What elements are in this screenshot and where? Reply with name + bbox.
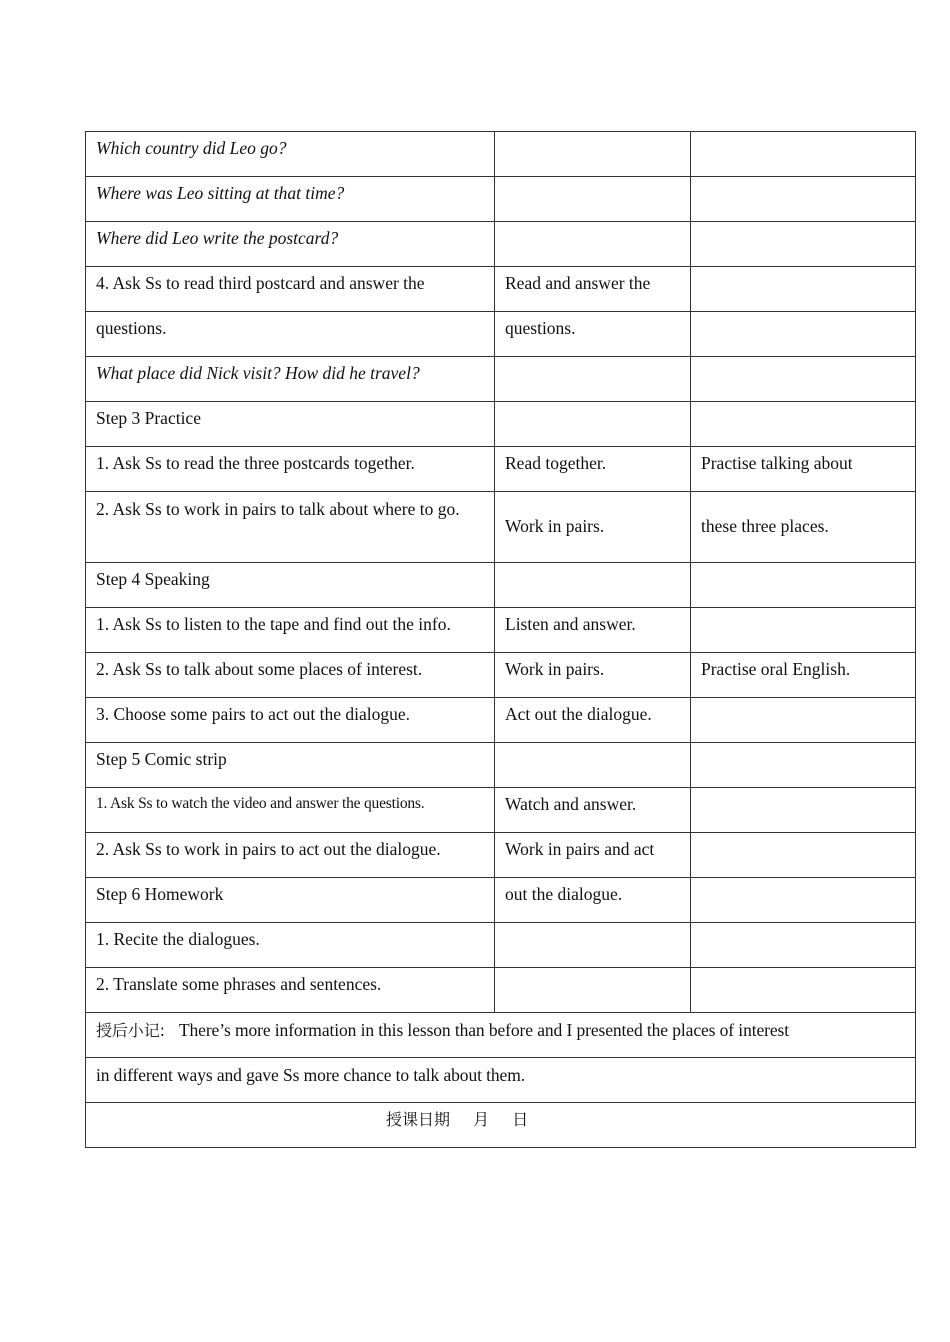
table-row — [86, 492, 916, 563]
purpose-cell — [691, 878, 916, 923]
purpose-cell: these three places. — [691, 492, 916, 563]
purpose-cell — [691, 743, 916, 788]
activity-cell: Listen and answer. — [495, 608, 691, 653]
procedure-cell: Which country did Leo go? — [86, 132, 495, 177]
procedure-cell: Step 4 Speaking — [86, 563, 495, 608]
activity-cell — [495, 357, 691, 402]
date-day: 日 — [512, 1110, 529, 1129]
table-row — [86, 222, 916, 267]
activity-cell — [495, 743, 691, 788]
procedure-cell: 2. Ask Ss to work in pairs to talk about where to go. — [86, 492, 495, 563]
purpose-cell — [691, 698, 916, 743]
table-row — [86, 312, 916, 357]
activity-cell: Work in pairs and act — [495, 833, 691, 878]
procedure-cell: 1. Ask Ss to read the three postcards together. — [86, 447, 495, 492]
activity-cell — [495, 968, 691, 1013]
procedure-cell: Where did Leo write the postcard? — [86, 222, 495, 267]
reflection-row — [86, 1058, 916, 1103]
date-row — [86, 1103, 916, 1148]
activity-cell: Act out the dialogue. — [495, 698, 691, 743]
table-row — [86, 608, 916, 653]
procedure-cell: 2. Translate some phrases and sentences. — [86, 968, 495, 1013]
date-label: 授课日期 — [386, 1110, 451, 1129]
table-row — [86, 267, 916, 312]
table-row — [86, 788, 916, 833]
purpose-cell — [691, 132, 916, 177]
procedure-cell: 2. Ask Ss to talk about some places of interest. — [86, 653, 495, 698]
table-row — [86, 698, 916, 743]
reflection-label: 授后小记: — [96, 1021, 165, 1040]
procedure-cell: Step 5 Comic strip — [86, 743, 495, 788]
activity-cell: questions. — [495, 312, 691, 357]
procedure-cell: 2. Ask Ss to work in pairs to act out the dialogue. — [86, 833, 495, 878]
table-row — [86, 833, 916, 878]
procedure-cell: 1. Ask Ss to watch the video and answer the questions. — [86, 788, 495, 833]
procedure-cell: 1. Recite the dialogues. — [86, 923, 495, 968]
purpose-cell — [691, 788, 916, 833]
activity-cell — [495, 402, 691, 447]
activity-cell: out the dialogue. — [495, 878, 691, 923]
procedure-cell: Where was Leo sitting at that time? — [86, 177, 495, 222]
procedure-cell: What place did Nick visit? How did he travel? — [86, 357, 495, 402]
activity-cell — [495, 177, 691, 222]
reflection-text-1: There’s more information in this lesson than before and I presented the places of interest — [178, 1020, 790, 1040]
activity-cell — [495, 132, 691, 177]
purpose-cell — [691, 222, 916, 267]
date-cell — [86, 1103, 916, 1148]
purpose-cell — [691, 833, 916, 878]
table-row — [86, 132, 916, 177]
table-row — [86, 878, 916, 923]
activity-cell — [495, 923, 691, 968]
purpose-cell: Practise talking about — [691, 447, 916, 492]
activity-cell: Watch and answer. — [495, 788, 691, 833]
date-month: 月 — [473, 1110, 490, 1129]
procedure-cell: Step 6 Homework — [86, 878, 495, 923]
activity-cell — [495, 563, 691, 608]
purpose-cell — [691, 968, 916, 1013]
activity-cell: Work in pairs. — [495, 653, 691, 698]
reflection-cell — [86, 1058, 916, 1103]
reflection-cell — [86, 1013, 916, 1058]
table-row — [86, 923, 916, 968]
purpose-cell — [691, 923, 916, 968]
table-row — [86, 402, 916, 447]
purpose-cell — [691, 312, 916, 357]
table-row — [86, 653, 916, 698]
procedure-cell: 3. Choose some pairs to act out the dialogue. — [86, 698, 495, 743]
purpose-cell — [691, 563, 916, 608]
purpose-cell: Practise oral English. — [691, 653, 916, 698]
procedure-cell: questions. — [86, 312, 495, 357]
table-row — [86, 968, 916, 1013]
table-row — [86, 177, 916, 222]
purpose-cell — [691, 357, 916, 402]
table-row — [86, 563, 916, 608]
reflection-row — [86, 1013, 916, 1058]
purpose-cell — [691, 177, 916, 222]
activity-cell — [495, 222, 691, 267]
procedure-cell: Step 3 Practice — [86, 402, 495, 447]
purpose-cell — [691, 267, 916, 312]
lesson-plan-table — [85, 131, 916, 1148]
activity-cell: Read and answer the — [495, 267, 691, 312]
activity-cell: Work in pairs. — [495, 492, 691, 563]
procedure-cell: 4. Ask Ss to read third postcard and answer the — [86, 267, 495, 312]
table-row — [86, 447, 916, 492]
purpose-cell — [691, 608, 916, 653]
reflection-text-2: in different ways and gave Ss more chance to talk about them. — [96, 1065, 525, 1085]
table-row — [86, 743, 916, 788]
activity-cell: Read together. — [495, 447, 691, 492]
purpose-cell — [691, 402, 916, 447]
table-row — [86, 357, 916, 402]
procedure-cell: 1. Ask Ss to listen to the tape and find out the info. — [86, 608, 495, 653]
